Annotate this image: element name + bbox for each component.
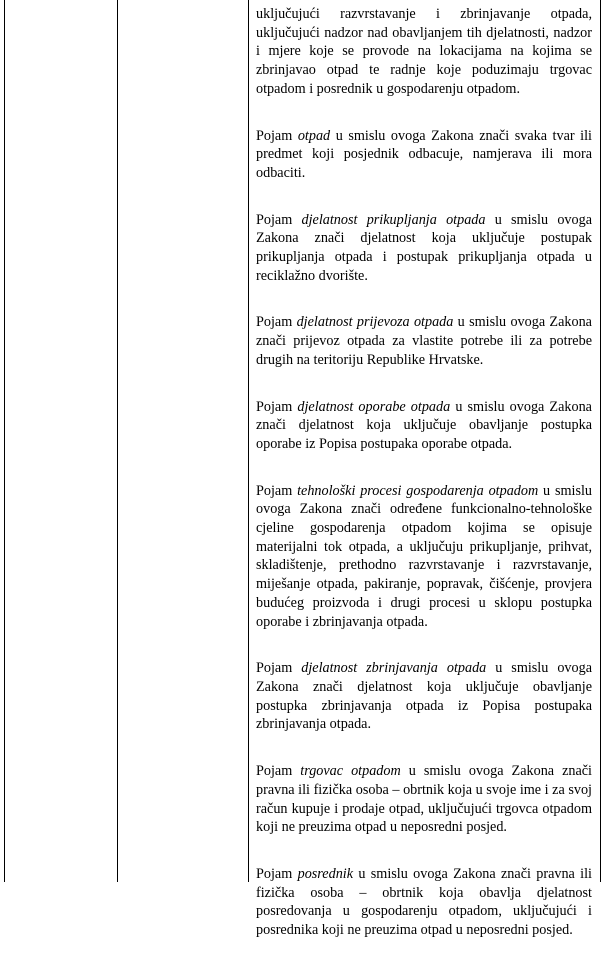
- definition-oporaba: Pojam djelatnost oporabe otpada u smislu ovoga Zakona znači djelatnost koja uključuje obavljanje postupka oporabe iz Popisa postupaka oporabe otpada.: [256, 398, 592, 452]
- definitions-column: [256, 5, 592, 968]
- definition-tehnoloski-procesi: Pojam tehnološki procesi gospodarenja otpadom u smislu ovoga Zakona znači određene funkcionalno-tehnološke cjeline gospodarenja otpadom kojima se opisuje materijalni tok otpada, a uključuju prikupljanje, prihvat, skladištenje, prethodno razvrstavanje i razvrstavanje, miješanje otpada, pakiranje, popravak, čišćenje, provjera budućeg proizvoda i drugi procesi u sklopu postupka oporabe i zbrinjavanja otpada.: [256, 482, 593, 630]
- definition-zbrinjavanje: Pojam djelatnost zbrinjavanja otpada u smislu ovoga Zakona znači djelatnost koja uključuje obavljanje postupka zbrinjavanja otpada iz Popisa postupaka zbrinjavanja otpada.: [256, 660, 592, 733]
- defined-term: otpad: [297, 127, 331, 144]
- defined-term: djelatnost zbrinjavanja otpada: [301, 660, 487, 677]
- table-column-divider-2: [248, 0, 249, 882]
- definition-otpad: Pojam otpad u smislu ovoga Zakona znači svaka tvar ili predmet koji posjednik odbacuje, namjerava ili mora odbaciti.: [256, 127, 592, 181]
- definition-prijevoz: Pojam djelatnost prijevoza otpada u smislu ovoga Zakona znači prijevoz otpada za vlastite potrebe ili za potrebe drugih na teritoriju Republike Hrvatske.: [256, 314, 592, 368]
- defined-term: djelatnost prikupljanja otpada: [301, 211, 486, 228]
- defined-term: trgovac otpadom: [300, 763, 401, 780]
- defined-term: posrednik: [297, 865, 354, 882]
- defined-term: djelatnost prijevoza otpada: [296, 314, 454, 331]
- paragraph-continuation: uključujući razvrstavanje i zbrinjavanje otpada, uključujući nadzor nad obavljanjem tih djelatnosti, nadzor i mjere koje se provode na lokacijama na kojima se zbrinjavao otpad te radnje koje poduzimaju trgovac otpadom i posrednik u gospodarenju otpadom.: [256, 6, 592, 97]
- definition-posrednik: Pojam posrednik u smislu ovoga Zakona znači pravna ili fizička osoba – obrtnik koja obavlja djelatnost posredovanja u gospodarenju otpadom, uključujući i posrednika koji ne preuzima otpad u neposredni posjed.: [256, 865, 593, 939]
- table-column-divider-1: [117, 0, 118, 882]
- definition-prikupljanje: Pojam djelatnost prikupljanja otpada u smislu ovoga Zakona znači djelatnost koja uključuje postupak prikupljanja otpada i postupak prikupljanja otpada u reciklažno dvorište.: [256, 211, 592, 284]
- table-border-left: [4, 0, 5, 882]
- definition-trgovac: Pojam trgovac otpadom u smislu ovoga Zakona znači pravna ili fizička osoba – obrtnik koja u svoje ime i za svoj račun kupuje i prodaje otpad, uključujući trgovca otpadom koji ne preuzima otpad u neposredni posjed.: [256, 763, 593, 836]
- defined-term: djelatnost oporabe otpada: [297, 398, 451, 415]
- table-border-right: [600, 0, 601, 882]
- defined-term: tehnološki procesi gospodarenja otpadom: [297, 482, 539, 499]
